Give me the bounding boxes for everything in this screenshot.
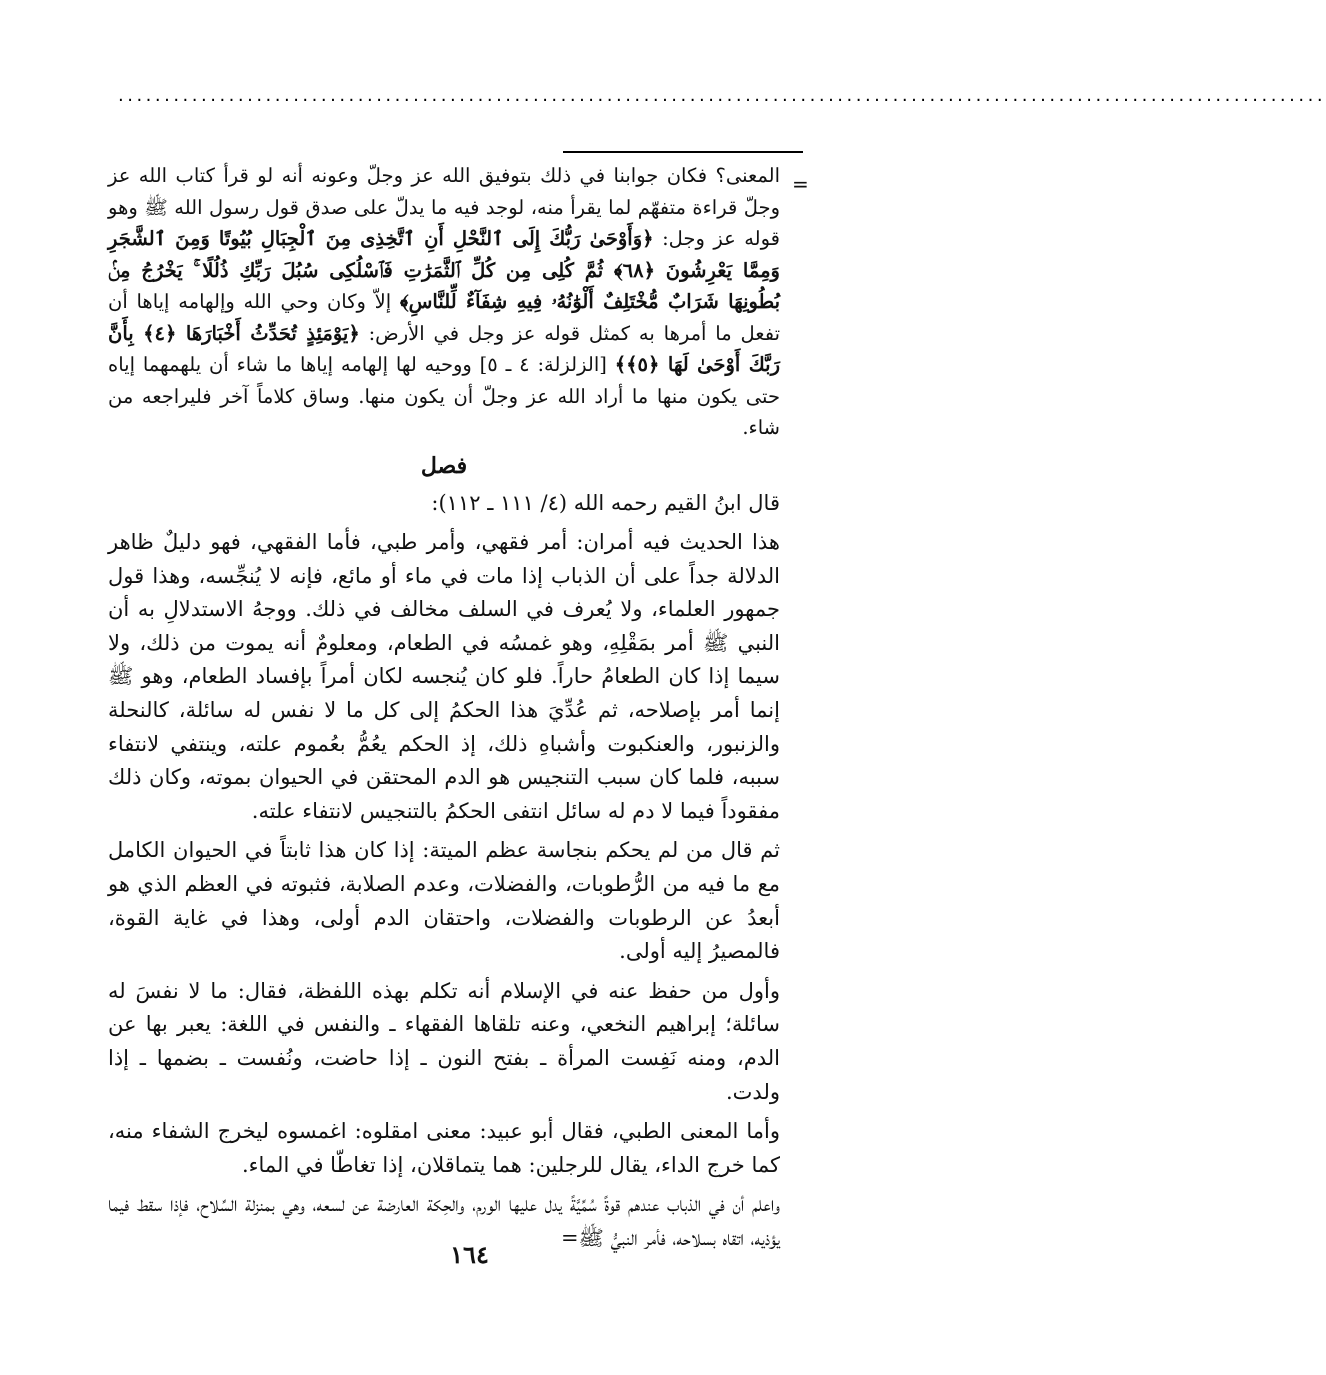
footnote-text [108, 160, 780, 444]
page-content [108, 160, 780, 1256]
footnote-line: المعنى؟ فكان جوابنا في ذلك بتوفيق الله عز وجلّ وعونه أنه لو قرأ كتاب الله عز وجلّ قراءة متفهّم لما يقرأ منه، لوجد فيه ما يدلّ على صدق قول رسول الله ﷺ وهو قوله عز وجل: [108, 164, 780, 250]
page-number: ١٦٤ [450, 1240, 489, 1269]
paragraph: واعلم أن في الذباب عندهم قوةً سُمِّيَّةً يدل عليها الورم، والحِكة العارضة عن لسعه، وهي بمنزلة السِّلاح، فإذا سقط فيما يؤذيه، اتقاه بسلاحه، فأمر النبيُّ ﷺ= [108, 1192, 780, 1250]
footnote-line: إلاّ وكان وحي الله وإلهامه إياها أن تفعل ما أمرها به كمثل قوله عز وجل في الأرض: [108, 290, 780, 345]
paragraph: وأول من حفظ عنه في الإسلام أنه تكلم بهذه اللفظة، فقال: ما لا نفسَ له سائلة؛ إبراهيم النخعي، وعنه تلقاها الفقهاء ـ والنفس في اللغة: يعبر بها عن الدم، ومنه نَفِست المرأة ـ بفتح النون ـ إذا حاضت، ونُفست ـ بضمها ـ إذا ولدت. [108, 978, 780, 1104]
paragraph-citation: قال ابنُ القيم رحمه الله (٤/ ١١١ ـ ١١٢): [431, 490, 780, 515]
paragraph: ثم قال من لم يحكم بنجاسة عظم الميتة: إذا كان هذا ثابتاً في الحيوان الكامل مع ما فيه من الرُّطوبات، والفضلات، وعدم الصلابة، فثبوته في العظم الذي هو أبعدُ عن الرطوبات والفضلات، واحتقان الدم أولى، وهذا في غاية القوة، فالمصيرُ إليه أولى. [108, 838, 780, 964]
paragraph: وأما المعنى الطبي، فقال أبو عبيد: معنى امقلوه: اغمسوه ليخرج الشفاء منه، كما خرج الداء، يقال للرجلين: هما يتماقلان، إذا تغاطّا في الماء. [108, 1119, 780, 1177]
footnote-continuation-mark: = [792, 172, 809, 196]
quran-verse: ﴿وَأَوْحَىٰ رَبُّكَ إِلَى ٱلنَّحْلِ أَنِ ٱتَّخِذِى مِنَ ٱلْجِبَالِ بُيُوتًا وَمِنَ ٱلشَّجَرِ وَمِمَّا يَعْرِشُونَ ﴿٦٨﴾ ثُمَّ كُلِى مِن كُلِّ ٱلثَّمَرَٰتِ فَٱسْلُكِى سُبُلَ رَبِّكِ ذُلُلًا ۚ يَخْرُجُ مِنۢ بُطُونِهَا شَرَابٌ مُّخْتَلِفٌ أَلْوَٰنُهُۥ فِيهِ شِفَآءٌ لِّلنَّاسِ﴾ [108, 227, 780, 313]
footnote-rule [563, 151, 803, 153]
section-title: فصل [420, 452, 468, 479]
dotted-separator: ................................................................................................................................... [118, 85, 1326, 106]
footnote-line: [الزلزلة: ٤ ـ ٥] ووحيه لها إلهامه إياها ما شاء أن يلهمهما إياه حتى يكون منها ما أراد الله عز وجلّ أن يكون منها. وساق كلاماً آخر فليراجعه من شاء. [108, 353, 780, 439]
quran-verse: ﴿يَوْمَئِذٍ تُحَدِّثُ أَخْبَارَهَا ﴿٤﴾ بِأَنَّ رَبَّكَ أَوْحَىٰ لَهَا ﴿٥﴾﴾ [108, 321, 780, 376]
paragraph: هذا الحديث فيه أمران: أمر فقهي، وأمر طبي، فأما الفقهي، فهو دليلٌ ظاهر الدلالة جداً على أن الذباب إذا مات في ماء أو مائع، فإنه لا يُنجِّسه، وهذا قول جمهور العلماء، ولا يُعرف في السلف مخالف في ذلك. ووجهُ الاستدلالِ به أن النبي ﷺ أمر بمَقْلِهِ، وهو غمسُه في الطعام، ومعلومٌ أنه يموت من ذلك، ولا سيما إذا كان الطعامُ حاراً. فلو كان يُنجسه لكان أمراً بإفساد الطعام، وهو ﷺ إنما أمر بإصلاحه، ثم عُدِّيَ هذا الحكمُ إلى كل ما لا نفس له سائلة، كالنحلة والزنبور، والعنكبوت وأشباهِ ذلك، إذ الحكم يعُمُّ بعُموم علته، وينتفي لانتفاء سببه، فلما كان سبب التنجيس هو الدم المحتقن في الحيوان بموته، وكان ذلك مفقوداً فيما لا دم له سائل انتفى الحكمُ بالتنجيس لانتفاء علته. [108, 530, 780, 823]
